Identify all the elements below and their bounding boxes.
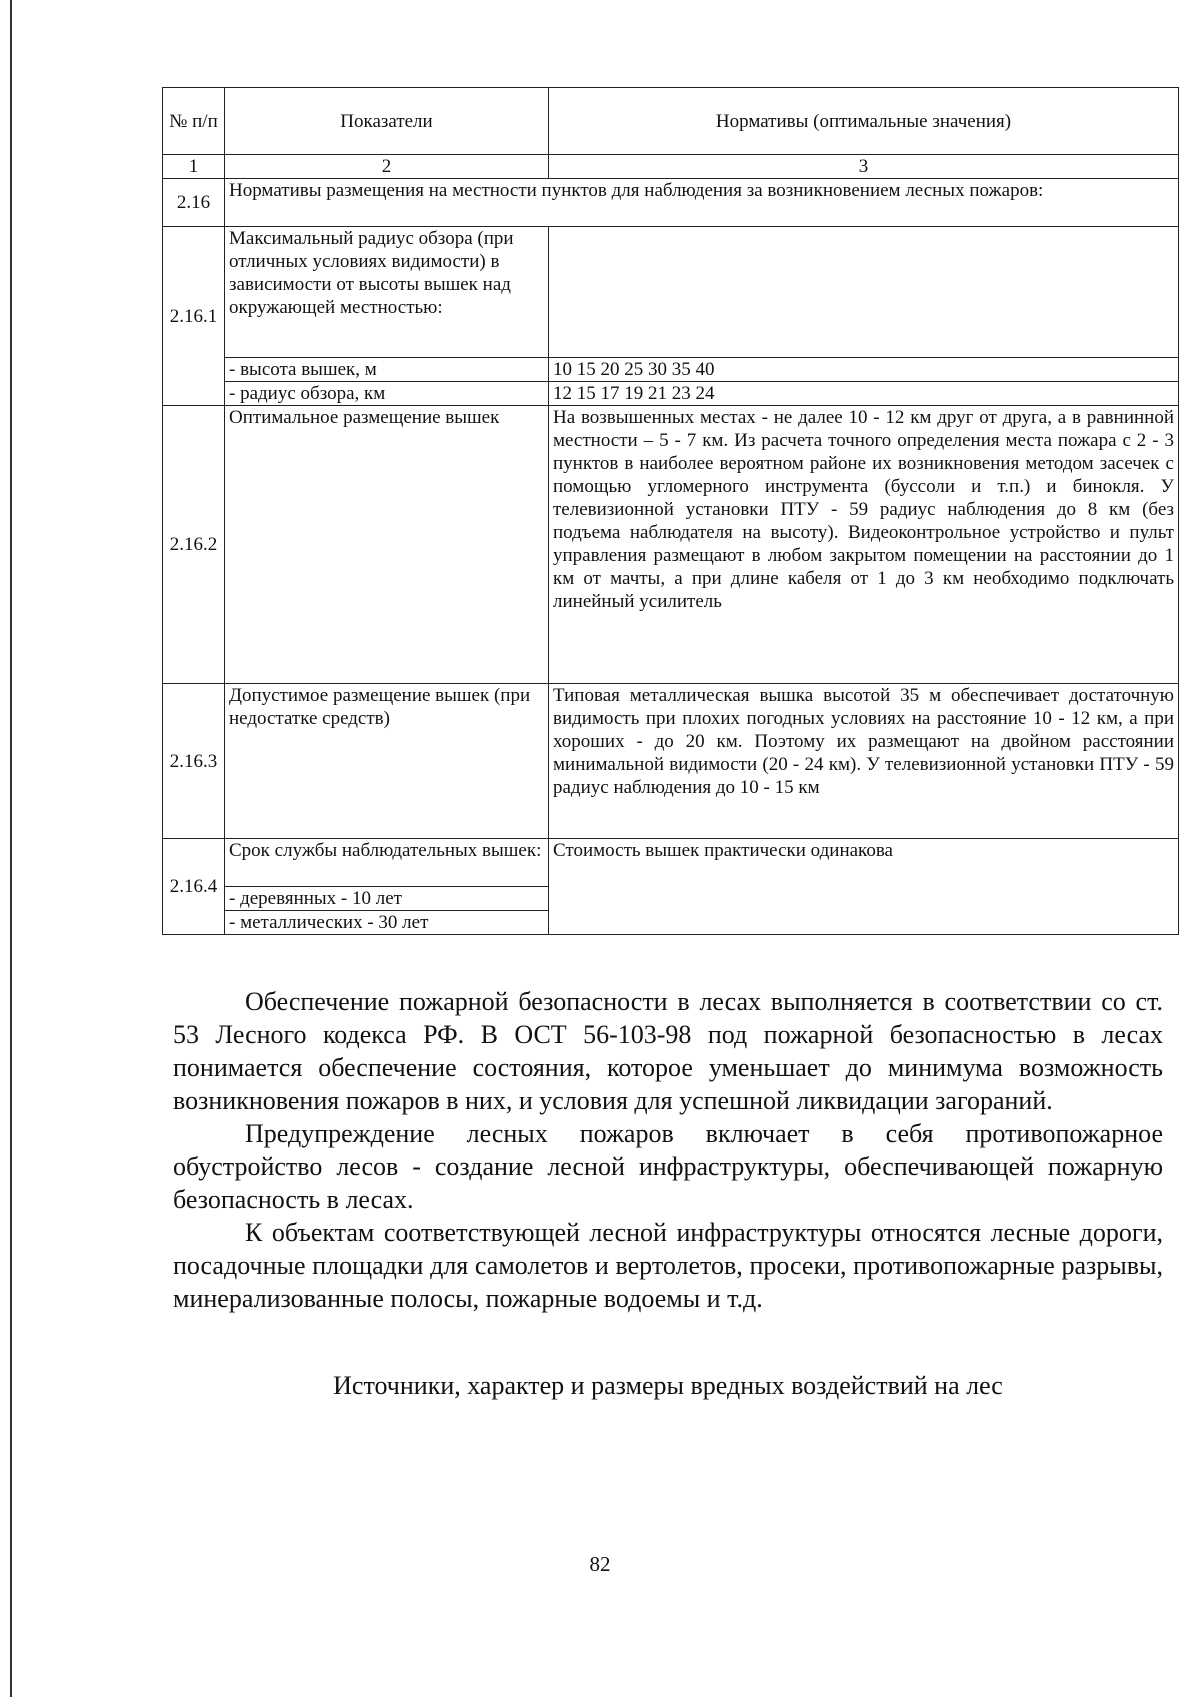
header-number: № п/п bbox=[163, 88, 225, 155]
table-row bbox=[163, 406, 1179, 684]
page-edge-line bbox=[10, 0, 12, 1697]
column-number-row bbox=[163, 155, 1179, 179]
paragraph: Предупреждение лесных пожаров включает в себя противопожарное обустройство лесов - создание лесной инфраструктуры, обеспечивающей пожарную безопасность в лесах. bbox=[173, 1119, 1163, 1214]
table-row bbox=[163, 839, 1179, 887]
norm-cell-empty bbox=[549, 227, 1179, 358]
section-title: Нормативы размещения на местности пунктов для наблюдения за возникновением лесных пожаров: bbox=[225, 179, 1179, 227]
table-row bbox=[163, 179, 1179, 227]
indicator-cell: Срок службы наблюдательных вышек: bbox=[225, 839, 549, 887]
row-number: 2.16.3 bbox=[163, 684, 225, 839]
section-heading: Источники, характер и размеры вредных воздействий на лес bbox=[333, 1371, 1003, 1400]
indicator-cell: - металлических - 30 лет bbox=[225, 911, 549, 935]
column-number: 1 bbox=[163, 155, 225, 179]
norm-cell: На возвышенных местах - не далее 10 - 12 км друг от друга, а в равнинной местности – 5 - 7 км. Из расчета точного определения места пожара с 2 - 3 пунктов в наиболее вероятном районе их возникновения методом засечек с помощью угломерного инструмента (буссоли и т.п.) и бинокля. У телевизионной установки ПТУ - 59 радиус наблюдения до 8 км (без подъема наблюдателя на высоту). Видеоконтрольное устройство и пульт управления размещают в любом закрытом помещении на расстоянии до 1 км от мачты, а при длине кабеля от 1 до 3 км необходимо подключать линейный усилитель bbox=[549, 406, 1179, 684]
paragraph: К объектам соответствующей лесной инфраструктуры относятся лесные дороги, посадочные площадки для самолетов и вертолетов, просеки, противопожарные разрывы, минерализованные полосы, пожарные водоемы и т.д. bbox=[173, 1218, 1163, 1313]
norm-cell: Типовая металлическая вышка высотой 35 м обеспечивает достаточную видимость при плохих погодных условиях на расстояние 10 - 12 км, а при хороших - до 20 км. Поэтому их размещают на двойном расстоянии минимальной видимости (20 - 24 км). У телевизионной установки ПТУ - 59 радиус наблюдения до 10 - 15 км bbox=[549, 684, 1179, 839]
table-header-row bbox=[163, 88, 1179, 155]
indicator-cell: Оптимальное размещение вышек bbox=[225, 406, 549, 684]
row-number: 2.16.2 bbox=[163, 406, 225, 684]
norm-cell: Стоимость вышек практически одинакова bbox=[549, 839, 1179, 935]
row-number: 2.16.1 bbox=[163, 227, 225, 406]
norm-cell: 12 15 17 19 21 23 24 bbox=[549, 382, 1179, 406]
indicator-cell: - радиус обзора, км bbox=[225, 382, 549, 406]
paragraph: Обеспечение пожарной безопасности в лесах выполняется в соответствии со ст. 53 Лесного кодекса РФ. В ОСТ 56-103-98 под пожарной безопасностью в лесах понимается обеспечение состояния, которое уменьшает до минимума возможность возникновения пожаров в них, и условия для успешной ликвидации загораний. bbox=[173, 987, 1163, 1115]
body-text bbox=[173, 985, 1163, 1315]
row-number: 2.16 bbox=[163, 179, 225, 227]
norm-cell: 10 15 20 25 30 35 40 bbox=[549, 358, 1179, 382]
indicator-cell: Допустимое размещение вышек (при недостатке средств) bbox=[225, 684, 549, 839]
header-indicators: Показатели bbox=[225, 88, 549, 155]
indicator-cell: - деревянных - 10 лет bbox=[225, 887, 549, 911]
column-number: 3 bbox=[549, 155, 1179, 179]
page-number: 82 bbox=[589, 1552, 611, 1576]
header-norms: Нормативы (оптимальные значения) bbox=[549, 88, 1179, 155]
norms-table bbox=[162, 87, 1179, 935]
table-subrow bbox=[163, 358, 1179, 382]
table-row bbox=[163, 227, 1179, 358]
row-number: 2.16.4 bbox=[163, 839, 225, 935]
indicator-cell: - высота вышек, м bbox=[225, 358, 549, 382]
column-number: 2 bbox=[225, 155, 549, 179]
table-subrow bbox=[163, 382, 1179, 406]
table-row bbox=[163, 684, 1179, 839]
indicator-cell: Максимальный радиус обзора (при отличных условиях видимости) в зависимости от высоты вышек над окружающей местностью: bbox=[225, 227, 549, 358]
